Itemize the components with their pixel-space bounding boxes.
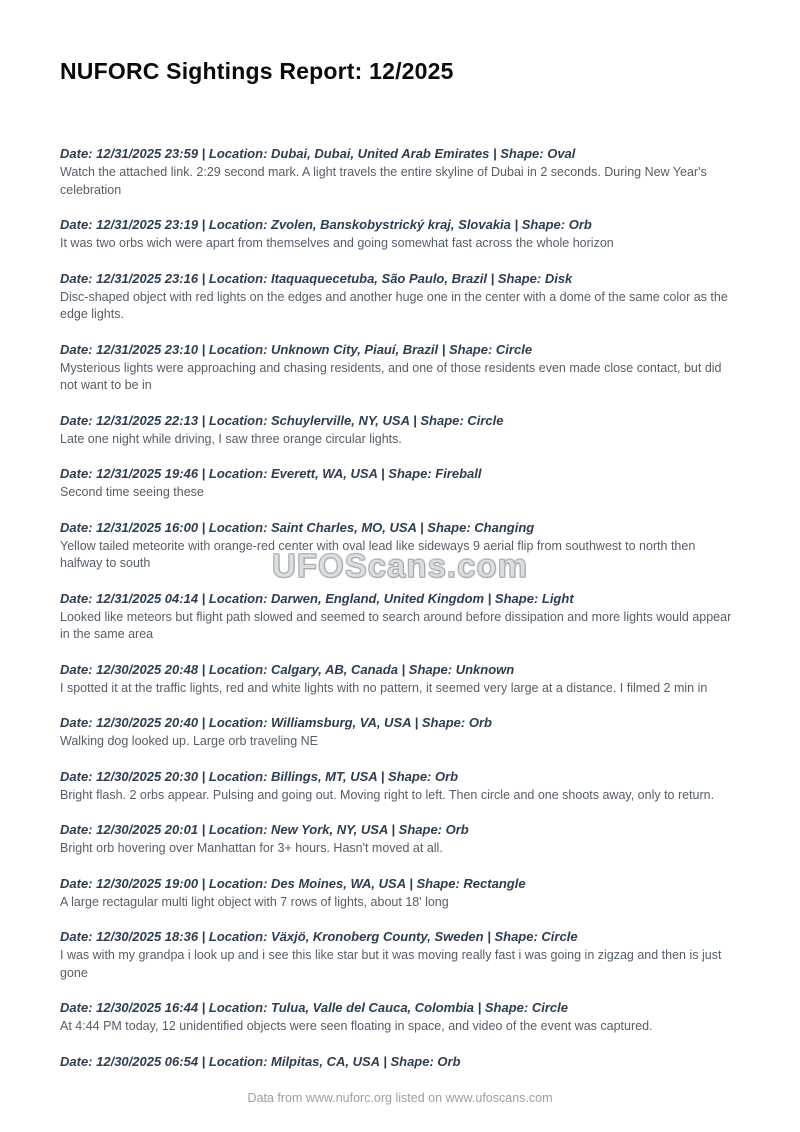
sighting-entry xyxy=(60,927,740,982)
sighting-entry xyxy=(60,215,740,253)
sighting-description: Yellow tailed meteorite with orange-red center with oval lead like sideways 9 aerial flip from southwest to north then halfway to south xyxy=(60,538,696,570)
sighting-description: Looked like meteors but flight path slowed and seemed to search around before dissipation and more lights would appear in the same area xyxy=(60,609,732,641)
sighting-entry xyxy=(60,767,740,805)
sighting-header: Date: 12/30/2025 20:30 | Location: Billings, MT, USA | Shape: Orb xyxy=(60,768,459,784)
sighting-description: Watch the attached link. 2:29 second mark. A light travels the entire skyline of Dubai in 2 seconds. During New Year's celebration xyxy=(60,165,707,197)
sighting-entry xyxy=(60,820,740,858)
sighting-entry xyxy=(60,713,740,751)
sighting-description: At 4:44 PM today, 12 unidentified objects were seen floating in space, and video of the event was captured. xyxy=(60,1019,653,1033)
sighting-description: Bright orb hovering over Manhattan for 3+ hours. Hasn't moved at all. xyxy=(60,841,443,855)
page-title: NUFORC Sightings Report: 12/2025 xyxy=(60,58,454,84)
sighting-header: Date: 12/30/2025 18:36 | Location: Växjö, Kronoberg County, Sweden | Shape: Circle xyxy=(60,929,578,944)
sighting-header: Date: 12/31/2025 04:14 | Location: Darwen, England, United Kingdom | Shape: Light xyxy=(60,590,574,606)
sighting-description: It was two orbs wich were apart from themselves and going somewhat fast across the whole horizon xyxy=(60,236,614,250)
sighting-entry xyxy=(60,144,740,199)
sighting-entry xyxy=(60,411,740,449)
sighting-description: I was with my grandpa i look up and i see this like star but it was moving really fast i was going in zigzag and then is just gone xyxy=(60,948,722,980)
sighting-entry xyxy=(60,518,740,573)
sighting-entry xyxy=(60,1052,740,1072)
sightings-list xyxy=(60,144,740,1072)
sighting-description: Mysterious lights were approaching and chasing residents, and one of those residents even made close contact, but did not want to be in xyxy=(60,360,722,392)
sighting-entry xyxy=(60,464,740,502)
sighting-description: Disc-shaped object with red lights on the edges and another huge one in the center with a dome of the same color as the edge lights. xyxy=(60,289,728,321)
sighting-entry xyxy=(60,998,740,1036)
sighting-header: Date: 12/30/2025 19:00 | Location: Des Moines, WA, USA | Shape: Rectangle xyxy=(60,875,526,891)
sighting-header: Date: 12/30/2025 20:40 | Location: Williamsburg, VA, USA | Shape: Orb xyxy=(60,715,492,730)
sighting-header: Date: 12/31/2025 23:10 | Location: Unknown City, Piauí, Brazil | Shape: Circle xyxy=(60,341,533,357)
footer-note: Data from www.nuforc.org listed on www.ufoscans.com xyxy=(247,1091,553,1105)
sighting-description: A large rectagular multi light object with 7 rows of lights, about 18' long xyxy=(60,894,449,909)
sighting-header: Date: 12/30/2025 20:48 | Location: Calgary, AB, Canada | Shape: Unknown xyxy=(60,661,515,677)
sighting-description: Bright flash. 2 orbs appear. Pulsing and going out. Moving right to left. Then circle and one shoots away, only to return. xyxy=(60,787,715,802)
sighting-entry xyxy=(60,874,740,912)
sighting-header: Date: 12/31/2025 19:46 | Location: Everett, WA, USA | Shape: Fireball xyxy=(60,466,482,481)
sighting-description: I spotted it at the traffic lights, red and white lights with no pattern, it seemed very large at a distance. I filmed 2 min in xyxy=(60,680,708,695)
sighting-entry xyxy=(60,589,740,644)
sighting-header: Date: 12/30/2025 06:54 | Location: Milpitas, CA, USA | Shape: Orb xyxy=(60,1053,461,1069)
sighting-header: Date: 12/31/2025 16:00 | Location: Saint Charles, MO, USA | Shape: Changing xyxy=(60,519,535,535)
sighting-header: Date: 12/30/2025 20:01 | Location: New York, NY, USA | Shape: Orb xyxy=(60,822,469,837)
sighting-header: Date: 12/31/2025 23:59 | Location: Dubai, Dubai, United Arab Emirates | Shape: Oval xyxy=(60,146,576,161)
sighting-description: Walking dog looked up. Large orb traveling NE xyxy=(60,734,319,748)
sighting-header: Date: 12/30/2025 16:44 | Location: Tulua, Valle del Cauca, Colombia | Shape: Circle xyxy=(60,1000,568,1015)
sighting-entry xyxy=(60,660,740,698)
watermark-text: UFOScans.com xyxy=(272,547,528,584)
sighting-entry xyxy=(60,269,740,324)
sighting-description: Late one night while driving, I saw three orange circular lights. xyxy=(60,431,402,446)
sighting-entry xyxy=(60,340,740,395)
sighting-header: Date: 12/31/2025 23:19 | Location: Zvolen, Banskobystrický kraj, Slovakia | Shape: Orb xyxy=(60,217,592,232)
sighting-header: Date: 12/31/2025 23:16 | Location: Itaquaquecetuba, São Paulo, Brazil | Shape: Disk xyxy=(60,270,573,286)
sighting-description: Second time seeing these xyxy=(60,485,204,499)
sighting-header: Date: 12/31/2025 22:13 | Location: Schuylerville, NY, USA | Shape: Circle xyxy=(60,412,504,428)
